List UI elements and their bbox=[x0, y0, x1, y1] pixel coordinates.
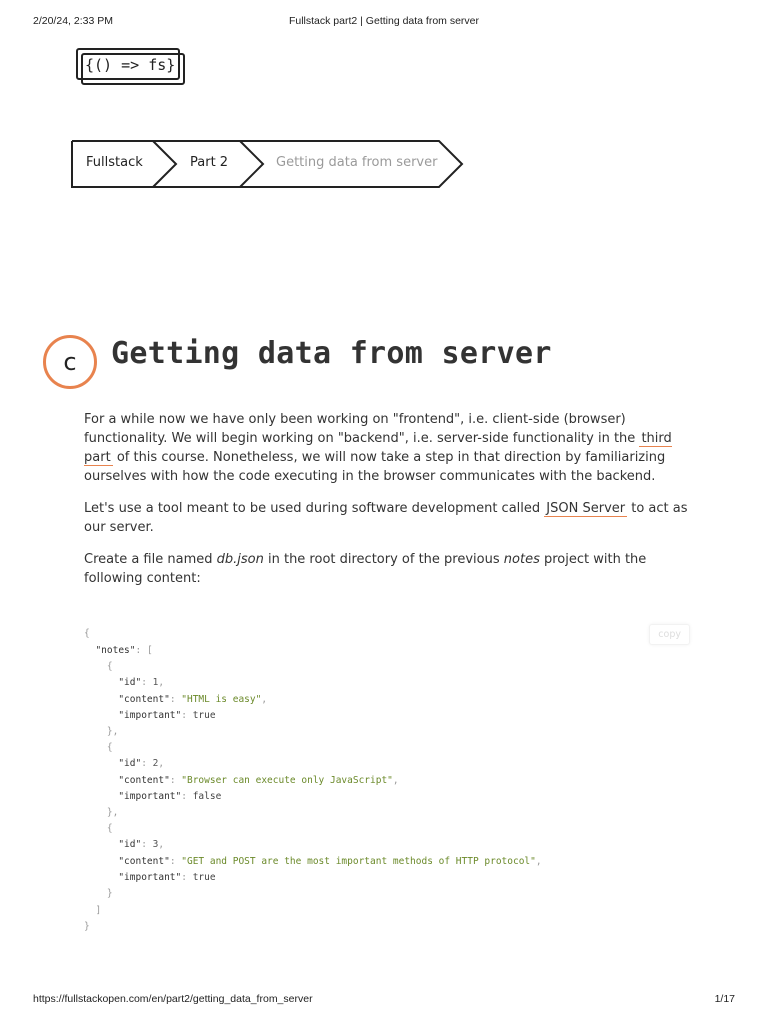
json-server-link[interactable]: JSON Server bbox=[546, 501, 626, 516]
code-key: "important" bbox=[118, 872, 182, 883]
code-line bbox=[84, 660, 113, 674]
code-line bbox=[84, 676, 164, 690]
code-line bbox=[84, 822, 113, 836]
paragraph-text: of this course. Nonetheless, we will now take a step in that direction by familiarizing ourselves with how the code executing in the browser communicates with the backend. bbox=[84, 450, 666, 484]
code-key: "notes" bbox=[95, 645, 136, 656]
code-punct: : bbox=[141, 758, 153, 769]
code-punct: : bbox=[169, 694, 182, 705]
code-punct: } bbox=[84, 921, 90, 932]
project-name-text: notes bbox=[503, 552, 540, 567]
code-key: "id" bbox=[118, 758, 142, 769]
code-punct: { bbox=[106, 742, 113, 753]
copy-button[interactable]: copy bbox=[649, 624, 690, 645]
code-line bbox=[84, 709, 216, 723]
page-title: Getting data from server bbox=[111, 336, 552, 371]
print-page-number: 1/17 bbox=[714, 993, 735, 1005]
logo-text: {() => fs} bbox=[85, 56, 176, 74]
code-key: "important" bbox=[118, 710, 182, 721]
code-line bbox=[84, 790, 221, 804]
code-punct: , bbox=[158, 677, 165, 688]
paragraph-text: Create a file named bbox=[84, 552, 213, 567]
filename-text: db.json bbox=[216, 552, 264, 567]
print-header bbox=[33, 15, 735, 29]
code-punct: { bbox=[84, 628, 90, 639]
code-key: "id" bbox=[118, 677, 142, 688]
code-punct: } bbox=[106, 888, 113, 899]
code-key: "content" bbox=[118, 856, 170, 867]
paragraph-text: project with the following content: bbox=[84, 552, 647, 586]
code-line bbox=[84, 693, 267, 707]
code-boolean: false bbox=[192, 791, 222, 802]
code-punct: : bbox=[169, 775, 182, 786]
code-punct: , bbox=[261, 694, 268, 705]
print-date: 2/20/24, 2:33 PM bbox=[33, 15, 113, 27]
code-line bbox=[84, 725, 118, 739]
code-line bbox=[84, 887, 113, 901]
print-footer bbox=[33, 993, 735, 1007]
paragraph-text: Let's use a tool meant to be used during software development called bbox=[84, 501, 541, 516]
code-line bbox=[84, 644, 153, 658]
code-string: "GET and POST are the most important methods of HTTP protocol" bbox=[181, 856, 536, 867]
code-punct: }, bbox=[106, 807, 119, 818]
code-punct: ] bbox=[95, 905, 102, 916]
code-number: 3 bbox=[152, 839, 159, 850]
code-line bbox=[84, 774, 399, 788]
code-string: "HTML is easy" bbox=[181, 694, 262, 705]
paragraph-intro bbox=[84, 410, 694, 486]
code-punct: , bbox=[535, 856, 542, 867]
code-punct: : bbox=[181, 710, 193, 721]
code-number: 2 bbox=[152, 758, 159, 769]
code-boolean: true bbox=[192, 710, 216, 721]
code-key: "content" bbox=[118, 775, 170, 786]
code-punct: , bbox=[392, 775, 399, 786]
code-punct: }, bbox=[106, 726, 119, 737]
code-line bbox=[84, 920, 90, 934]
code-line bbox=[84, 855, 542, 869]
code-string: "Browser can execute only JavaScript" bbox=[181, 775, 393, 786]
code-boolean: true bbox=[192, 872, 216, 883]
code-punct: : bbox=[181, 791, 193, 802]
code-punct: { bbox=[106, 823, 113, 834]
breadcrumb-item-part2[interactable]: Part 2 bbox=[190, 155, 229, 170]
code-punct: : bbox=[169, 856, 182, 867]
code-line bbox=[84, 757, 164, 771]
section-letter-badge bbox=[43, 335, 97, 389]
breadcrumb-item-fullstack[interactable]: Fullstack bbox=[86, 155, 143, 170]
paragraph-text: For a while now we have only been working on "frontend", i.e. client-side (browser) functionality. We will begin working on "backend", i.e. server-side functionality in the bbox=[84, 412, 636, 446]
code-key: "content" bbox=[118, 694, 170, 705]
paragraph-json-server bbox=[84, 499, 694, 537]
code-key: "important" bbox=[118, 791, 182, 802]
code-punct: : bbox=[181, 872, 193, 883]
code-number: 1 bbox=[152, 677, 159, 688]
code-punct: , bbox=[158, 839, 165, 850]
code-line bbox=[84, 838, 164, 852]
code-punct: [ bbox=[146, 645, 153, 656]
code-line bbox=[84, 871, 216, 885]
code-line bbox=[84, 806, 118, 820]
code-line bbox=[84, 741, 113, 755]
article-content bbox=[84, 410, 694, 601]
paragraph-text: in the root directory of the previous bbox=[267, 552, 500, 567]
code-punct: , bbox=[158, 758, 165, 769]
paragraph-create-file bbox=[84, 550, 694, 588]
code-punct: : bbox=[141, 677, 153, 688]
code-line bbox=[84, 904, 101, 918]
code-line bbox=[84, 627, 90, 641]
site-logo[interactable] bbox=[76, 48, 180, 82]
paragraph-text: to act as our server. bbox=[84, 501, 688, 535]
breadcrumb-item-current: Getting data from server bbox=[276, 155, 438, 170]
code-punct: : bbox=[135, 645, 147, 656]
breadcrumb bbox=[70, 139, 466, 189]
code-block bbox=[84, 620, 690, 950]
code-punct: : bbox=[141, 839, 153, 850]
section-letter: c bbox=[63, 348, 77, 376]
print-title: Fullstack part2 | Getting data from server bbox=[288, 15, 480, 27]
print-url: https://fullstackopen.com/en/part2/getting_data_from_server bbox=[33, 993, 313, 1005]
code-punct: { bbox=[106, 661, 113, 672]
code-key: "id" bbox=[118, 839, 142, 850]
third-part-link[interactable]: third part bbox=[84, 431, 672, 465]
